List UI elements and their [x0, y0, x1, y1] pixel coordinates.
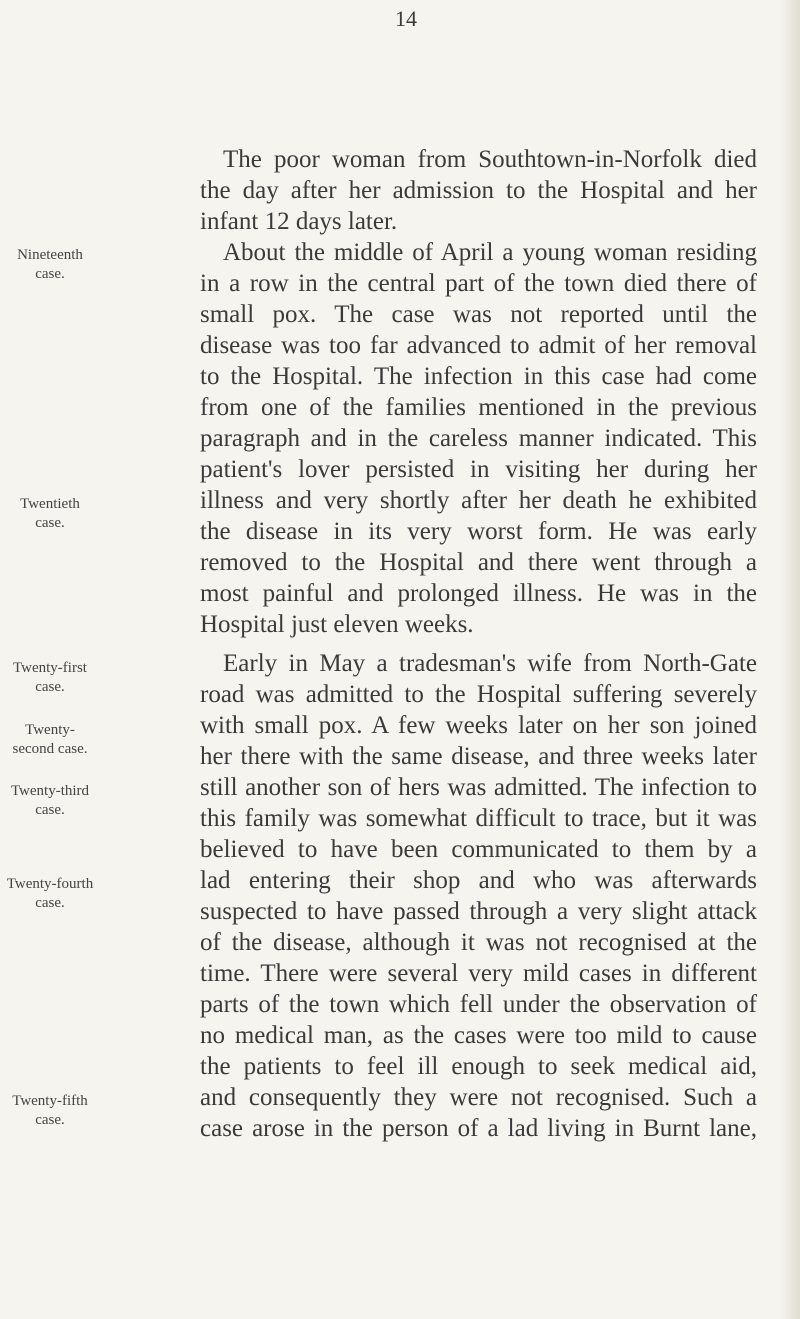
body-text-line: infant 12 days later.	[200, 208, 398, 235]
body-text-line: disease was too far advanced to admit of her removal	[200, 332, 757, 359]
margin-note-line: Twenty-fifth	[12, 1093, 88, 1109]
body-text-line: lad entering their shop and who was afterwards	[200, 867, 757, 894]
body-text-line: believed to have been communicated to them by a	[200, 836, 757, 863]
body-text-line: suspected to have passed through a very slight attack	[200, 898, 757, 925]
margin-note-line: case.	[35, 895, 65, 911]
margin-note-line: case.	[35, 1112, 65, 1128]
margin-note-twentieth-case	[0, 495, 100, 533]
margin-note-line: second case.	[12, 741, 88, 757]
margin-note-line: case.	[35, 679, 65, 695]
body-text-line: of the disease, although it was not recognised at the	[200, 929, 757, 956]
body-text-line: her there with the same disease, and three weeks later	[200, 743, 757, 770]
body-text-line: with small pox. A few weeks later on her son joined	[200, 712, 757, 739]
body-text-line: this family was somewhat difficult to trace, but it was	[200, 805, 757, 832]
page-number: 14	[395, 6, 417, 31]
body-text-line: paragraph and in the careless manner indicated. This	[200, 425, 757, 452]
margin-note-line: Nineteenth	[17, 247, 83, 263]
body-text-line: and consequently they were not recognised. Such a	[200, 1084, 757, 1111]
body-text-line: most painful and prolonged illness. He was in the	[200, 580, 757, 607]
body-text-line: removed to the Hospital and there went through a	[200, 549, 757, 576]
margin-note-line: Twenty-	[25, 722, 75, 738]
margin-note-nineteenth-case	[0, 246, 100, 284]
margin-note-twenty-fifth-case	[0, 1092, 100, 1130]
body-text-line: parts of the town which fell under the observation of	[200, 991, 757, 1018]
body-text-line: About the middle of April a young woman residing	[223, 239, 757, 266]
body-text-line: the day after her admission to the Hospital and her	[200, 177, 757, 204]
body-text-line: road was admitted to the Hospital suffering severely	[200, 681, 757, 708]
body-text-line: case arose in the person of a lad living in Burnt lane,	[200, 1115, 757, 1142]
margin-note-twenty-second-case	[0, 721, 100, 759]
margin-note-line: Twenty-third	[10, 783, 90, 799]
body-text-line: in a row in the central part of the town died there of	[200, 270, 757, 297]
body-text-line: illness and very shortly after her death he exhibited	[200, 487, 757, 514]
body-text-line: still another son of hers was admitted. The infection to	[200, 774, 757, 801]
body-text-line: Early in May a tradesman's wife from North-Gate	[223, 650, 757, 677]
margin-note-line: case.	[35, 802, 65, 818]
margin-note-twenty-third-case	[0, 782, 100, 820]
page-edge-shadow	[780, 0, 800, 1319]
body-text-line: The poor woman from Southtown-in-Norfolk died	[223, 146, 757, 173]
body-text-line: no medical man, as the cases were too mild to cause	[200, 1022, 757, 1049]
margin-note-line: case.	[35, 266, 65, 282]
margin-note-line: Twenty-fourth	[6, 876, 94, 892]
body-text-line: the disease in its very worst form. He was early	[200, 518, 757, 545]
body-text-line: patient's lover persisted in visiting her during her	[200, 456, 757, 483]
margin-note-twenty-first-case	[0, 659, 100, 697]
body-text-line: small pox. The case was not reported until the	[200, 301, 757, 328]
body-text-line: to the Hospital. The infection in this case had come	[200, 363, 757, 390]
margin-note-line: Twentieth	[20, 496, 80, 512]
margin-note-line: Twenty-first	[13, 660, 87, 676]
margin-note-twenty-fourth-case	[0, 875, 100, 913]
margin-note-line: case.	[35, 515, 65, 531]
body-text-line: the patients to feel ill enough to seek medical aid,	[200, 1053, 757, 1080]
body-text-line: time. There were several very mild cases in different	[200, 960, 757, 987]
body-text-line: Hospital just eleven weeks.	[200, 611, 474, 638]
body-text-line: from one of the families mentioned in the previous	[200, 394, 757, 421]
